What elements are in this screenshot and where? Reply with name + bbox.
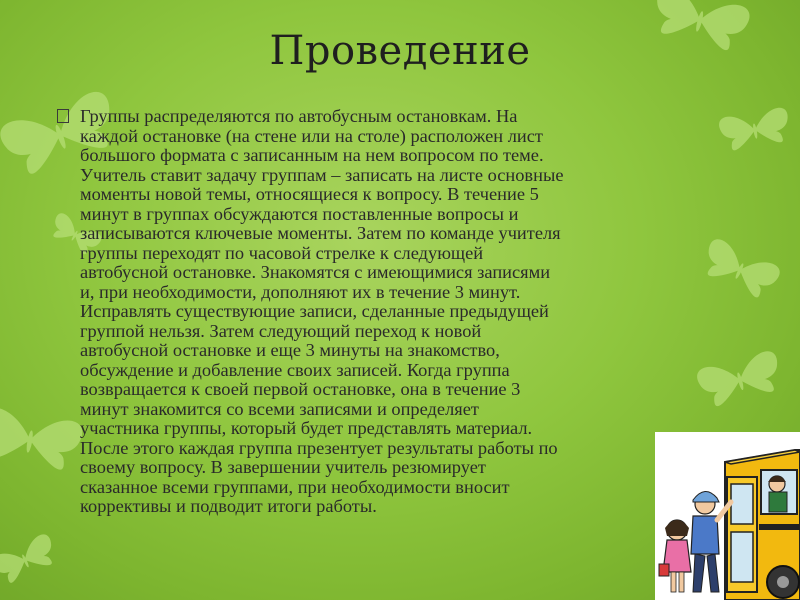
body-line: своему вопросу. В завершении учитель резюмирует: [80, 457, 486, 477]
body-paragraph: [80, 107, 720, 517]
body-line: автобусной остановке. Знакомятся с имеющимися записями: [80, 262, 551, 282]
slide-title: Проведение: [269, 28, 531, 74]
body-line: обсуждение и добавление своих записей. Когда группа: [80, 359, 510, 380]
slide-body: [80, 107, 720, 517]
body-line: возвращается к своей первой остановке, она в течение 3: [80, 379, 521, 399]
body-line: группой нельзя. Затем следующий переход к новой: [80, 320, 482, 341]
body-line: и, при необходимости, дополняют их в течение 3 минут.: [80, 281, 521, 302]
body-line: минут знакомится со всеми записями и определяет: [80, 398, 479, 419]
butterfly-icon: [0, 532, 60, 587]
body-line: участника группы, который будет представлять материал.: [80, 418, 533, 438]
body-line: группы переходят по часовой стрелке к следующей: [80, 242, 484, 263]
body-line: каждой остановке (на стене или на столе) расположен лист: [80, 125, 543, 146]
body-line: записываются ключевые моменты. Затем по команде учителя: [80, 223, 561, 243]
body-line: автобусной остановке и еще 3 минуты на знакомство,: [80, 340, 500, 360]
butterfly-icon: [718, 106, 792, 152]
body-line: большого формата с записанным на нем вопросом по теме.: [80, 145, 544, 165]
body-line: Группы распределяются по автобусным остановкам. На: [80, 106, 518, 126]
body-line: Учитель ставит задачу группам – записать на листе основные: [80, 164, 564, 185]
square-bullet-icon: [57, 109, 69, 123]
body-line: сказанное всеми группами, при необходимости вносит: [80, 476, 510, 497]
school-bus-illustration: [655, 432, 800, 600]
body-line: минут в группах обсуждаются поставленные вопросы и: [80, 203, 519, 224]
body-line: После этого каждая группа презентует результаты работы по: [80, 437, 558, 458]
body-line: коррективы и подводит итоги работы.: [80, 496, 377, 516]
school-bus-icon: [655, 432, 800, 600]
body-line: Исправлять существующие записи, сделанные предыдущей: [80, 301, 549, 321]
body-line: моменты новой темы, относящиеся к вопросу. В течение 5: [80, 184, 539, 204]
butterfly-icon: [0, 406, 84, 473]
